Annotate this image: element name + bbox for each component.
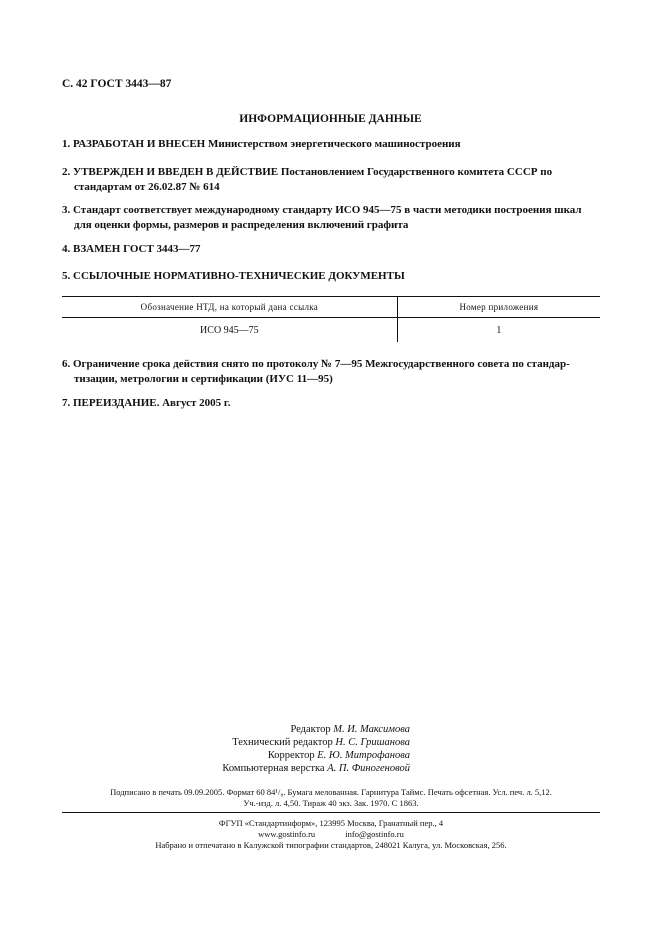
info-item-6: [62, 357, 600, 387]
publisher-address: ФГУП «Стандартинформ», 123995 Москва, Гранатный пер., 4: [218, 818, 444, 828]
item-continuation: для оценки формы, размеров и распределения включений графита: [74, 219, 409, 231]
info-item-7: [62, 396, 600, 411]
credit-role: Технический редактор: [232, 737, 333, 748]
credit-role: Редактор: [290, 724, 331, 735]
item-number: 1.: [62, 138, 71, 150]
table-cell-appendix: 1: [397, 318, 600, 343]
item-text: Министерством энергетического машиностроения: [207, 138, 461, 150]
item-number: 3.: [62, 204, 71, 216]
item-lead: ПЕРЕИЗДАНИЕ.: [73, 397, 160, 409]
credit-name: М. И. Максимова: [333, 724, 410, 735]
imprint-line-2: Уч.-изд. л. 4,50. Тираж 40 экз. Зак. 1970. С 1863.: [243, 798, 419, 808]
section-title: ИНФОРМАЦИОННЫЕ ДАННЫЕ: [239, 113, 422, 125]
publisher-email: info@gostinfo.ru: [345, 829, 404, 839]
info-item-4: [62, 242, 600, 257]
item-number: 4.: [62, 243, 71, 255]
credit-line: [200, 749, 410, 762]
divider: [62, 812, 600, 813]
item-lead: ССЫЛОЧНЫЕ НОРМАТИВНО-ТЕХНИЧЕСКИЕ ДОКУМЕНТЫ: [73, 270, 405, 282]
publisher-contacts: [62, 829, 600, 840]
imprint-line-1: Подписано в печать 09.09.2005. Формат 60 84¹/₈. Бумага мелованная. Гарнитура Таймс. Печать офсетная. Усл. печ. л. 5,12.: [110, 787, 552, 797]
info-item-2: [62, 165, 600, 195]
item-text: Постановлением Государственного комитета СССР по: [280, 166, 553, 178]
credit-line: [200, 736, 410, 749]
credit-name: А. П. Финогеновой: [327, 763, 410, 774]
printer-info: Набрано и отпечатано в Калужской типографии стандартов, 248021 Калуга, ул. Московская, 256.: [155, 840, 507, 850]
item-number: 6.: [62, 358, 71, 370]
info-item-1: [62, 137, 600, 152]
item-number: 7.: [62, 397, 71, 409]
reference-table: [62, 296, 600, 342]
item-text: Ограничение срока действия снято по протоколу № 7—95 Межгосударственного совета по стандар-: [73, 358, 570, 370]
column-header-ntd: Обозначение НТД, на который дана ссылка: [62, 297, 397, 318]
editorial-credits: [200, 723, 410, 775]
item-number: 2.: [62, 166, 71, 178]
item-lead: РАЗРАБОТАН И ВНЕСЕН: [73, 138, 206, 150]
credit-name: Н. С. Гришанова: [335, 737, 410, 748]
item-lead: ВЗАМЕН ГОСТ 3443—77: [73, 243, 201, 255]
item-continuation: тизации, метрологии и сертификации (ИУС 11—95): [74, 373, 333, 385]
publisher-info: [62, 818, 600, 851]
item-number: 5.: [62, 270, 71, 282]
table-cell-ntd: ИСО 945—75: [200, 324, 259, 336]
credit-role: Компьютерная верстка: [222, 763, 325, 774]
info-item-3: [62, 203, 600, 233]
table-header-row: [62, 297, 600, 318]
page-header: С. 42 ГОСТ 3443—87: [62, 78, 172, 90]
item-lead: УТВЕРЖДЕН И ВВЕДЕН В ДЕЙСТВИЕ: [73, 166, 279, 178]
credit-role: Корректор: [267, 750, 315, 761]
item-text: Стандарт соответствует международному стандарту ИСО 945—75 в части методики построения шкал: [73, 204, 582, 216]
credit-name: Е. Ю. Митрофанова: [317, 750, 410, 761]
item-continuation: стандартам от 26.02.87 № 614: [74, 181, 220, 193]
item-text: Август 2005 г.: [162, 397, 231, 409]
print-imprint: [62, 787, 600, 809]
publisher-website: www.gostinfo.ru: [258, 829, 316, 839]
info-item-5: [62, 269, 600, 284]
credit-line: [200, 762, 410, 775]
credit-line: [200, 723, 410, 736]
column-header-appendix: Номер приложения: [397, 297, 600, 318]
table-row: [62, 318, 600, 343]
